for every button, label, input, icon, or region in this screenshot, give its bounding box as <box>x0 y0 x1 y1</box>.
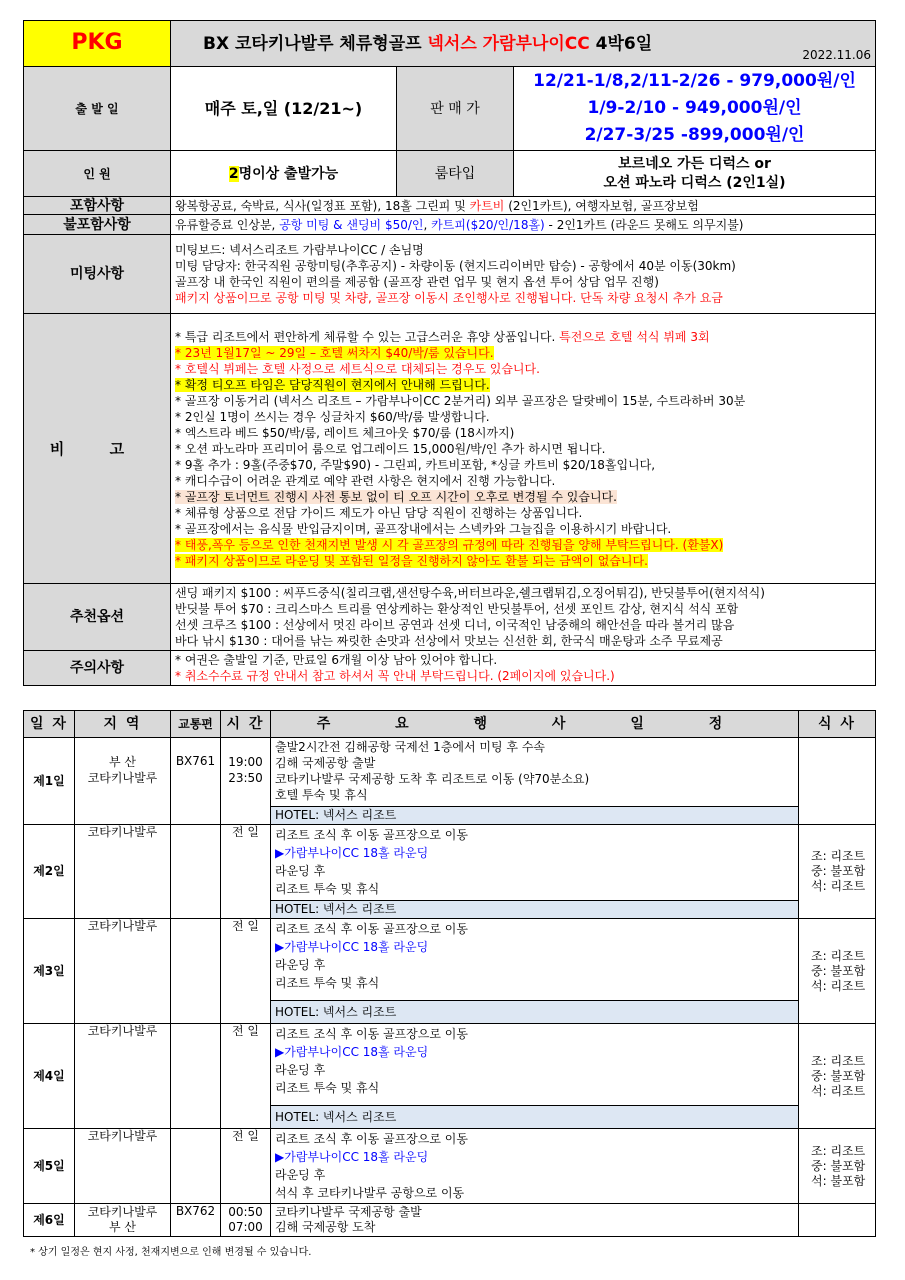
options-label: 추천옵션 <box>24 584 171 651</box>
golf-round: ▶가람부나이CC 18홀 라운딩 <box>275 1045 429 1059</box>
caution-line: * 취소수수료 규정 안내서 참고 하셔서 꼭 안내 부탁드립니다. (2페이지에 있습니다.) <box>175 669 615 683</box>
col-day: 일 자 <box>24 711 75 738</box>
remark-line: * 태풍,폭우 등으로 인한 천재지변 발생 시 각 골프장의 규정에 따라 진행됨을 양해 부탁드립니다. (환불X) <box>175 537 724 552</box>
caution-list <box>171 651 876 686</box>
golf-round: ▶가람부나이CC 18홀 라운딩 <box>275 1150 429 1164</box>
itinerary-row-day3 <box>24 919 876 1024</box>
itinerary-row-day4 <box>24 1024 876 1129</box>
col-transport: 교통편 <box>171 711 221 738</box>
day-label: 제1일 <box>24 738 75 825</box>
time: 전 일 <box>221 1129 271 1204</box>
remark-line: * 2인실 1명이 쓰시는 경우 싱글차지 $60/박/룸 발생합니다. <box>175 409 490 424</box>
meeting-details <box>171 235 876 314</box>
remark-line: * 오션 파노라마 프리미어 룸으로 업그레이드 15,000원/박/인 추가 하시면 됩니다. <box>175 441 606 456</box>
excluded-label: 불포함사항 <box>24 215 171 235</box>
remark-line: * 캐디수급이 어려운 관계로 예약 관련 사항은 현지에서 진행 가능합니다. <box>175 473 556 488</box>
meals <box>799 738 876 825</box>
pkg-badge: PKG <box>24 21 171 67</box>
itinerary-table <box>23 710 876 1237</box>
region: 코타키나발루 <box>75 1129 171 1204</box>
activities: 출발2시간전 김해공항 국제선 1층에서 미팅 후 수속 김해 국제공항 출발 코타키나발루 국제공항 도착 후 리조트로 이동 (약70분소요) 호텔 투숙 및 휴식 HOTEL: 넥서스 리조트 <box>271 738 799 825</box>
transport: BX762 <box>171 1204 221 1237</box>
meeting-line: 미팅 담당자: 한국직원 공항미팅(추후공지) - 차량이동 (현지드리이버만 탑승) - 공항에서 40분 이동(30km) <box>175 259 736 273</box>
price-line: 12/21-1/8,2/11-2/26 - 979,000원/인 <box>533 71 856 91</box>
departure-value: 매주 토,일 (12/21~) <box>171 67 397 151</box>
region: 코타키나발루 <box>75 919 171 1024</box>
remark-line: * 골프장에서는 음식물 반입금지이며, 골프장내에서는 스넥카와 그늘집을 이용하시기 바랍니다. <box>175 521 672 536</box>
region: 코타키나발루 <box>75 1024 171 1129</box>
activities: 리조트 조식 후 이동 골프장으로 이동 ▶가람부나이CC 18홀 라운딩 라운딩 후 리조트 투숙 및 휴식 HOTEL: 넥서스 리조트 <box>271 825 799 919</box>
region: 코타키나발루 부 산 <box>75 1204 171 1237</box>
remark-line: * 특급 리조트에서 편안하게 체류할 수 있는 고급스러운 휴양 상품입니다. 특전으로 호텔 석식 뷔페 3회 <box>175 329 710 344</box>
included-value: 왕복항공료, 숙박료, 식사(일정표 포함), 18홀 그린피 및 카트비 (2인1카트), 여행자보험, 골프장보험 <box>171 197 876 215</box>
people-label: 인 원 <box>24 151 171 197</box>
meeting-label: 미팅사항 <box>24 235 171 314</box>
room-type-label: 룸타입 <box>397 151 514 197</box>
remark-line: * 패키지 상품이므로 라운딩 및 포함된 일정을 진행하지 않아도 환불 되는 금액이 없습니다. <box>175 553 648 568</box>
package-info-table <box>23 20 876 686</box>
option-line: 선셋 크루즈 $100 : 선상에서 멋진 라이브 공연과 선셋 디너, 이국적인 남중해의 해안선을 따라 볼거리 많음 <box>175 618 735 632</box>
meals <box>799 1204 876 1237</box>
page-title <box>171 21 876 67</box>
price-label: 판 매 가 <box>397 67 514 151</box>
transport <box>171 1024 221 1129</box>
remarks-list <box>171 314 876 584</box>
departure-label: 출 발 일 <box>24 67 171 151</box>
day-label: 제4일 <box>24 1024 75 1129</box>
col-time: 시 간 <box>221 711 271 738</box>
hotel-info: HOTEL: 넥서스 리조트 <box>271 1105 798 1128</box>
meals: 조: 리조트 중: 불포함 석: 리조트 <box>799 919 876 1024</box>
remark-line: * 골프장 이동거리 (넥서스 리조트 – 가람부나이CC 2분거리) 외부 골프장은 달랏베이 15분, 수트라하버 30분 <box>175 393 746 408</box>
itinerary-row-day2 <box>24 825 876 919</box>
itinerary-header <box>24 711 876 738</box>
meeting-line: 미팅보드: 넥서스리조트 가람부나이CC / 손님명 <box>175 243 424 257</box>
title-text-3: 4박6일 <box>589 33 653 54</box>
transport <box>171 1129 221 1204</box>
remark-line: * 호텔식 뷔페는 호텔 사정으로 세트식으로 대체되는 경우도 있습니다. <box>175 361 540 376</box>
option-line: 샌딩 패키지 $100 : 씨푸드중식(칠리크랩,샌선탕수육,버터브라운,쉘크랩튀김,오징어튀김), 반딧불투어(현지석식) <box>175 586 765 600</box>
time: 19:00 23:50 <box>221 738 271 825</box>
option-line: 바다 낚시 $130 : 대어를 낚는 짜릿한 손맛과 선상에서 맛보는 신선한 회, 한국식 매운탕과 소주 무료제공 <box>175 634 723 648</box>
hotel-info: HOTEL: 넥서스 리조트 <box>271 1000 798 1023</box>
itinerary-row-day5 <box>24 1129 876 1204</box>
time: 전 일 <box>221 1024 271 1129</box>
hotel-info: HOTEL: 넥서스 리조트 <box>271 900 798 918</box>
col-region: 지 역 <box>75 711 171 738</box>
remark-line: * 확정 티오프 타임은 담당직원이 현지에서 안내해 드립니다. <box>175 377 490 392</box>
room-type-value: 보르네오 가든 디럭스 or 오션 파노라 디럭스 (2인1실) <box>514 151 876 197</box>
itinerary-row-day6 <box>24 1204 876 1237</box>
price-line: 1/9-2/10 - 949,000원/인 <box>587 98 802 118</box>
day-label: 제3일 <box>24 919 75 1024</box>
meeting-line: 골프장 내 한국인 직원이 편의를 제공함 (골프장 관련 업무 및 현지 옵션 투어 상담 업무 진행) <box>175 275 659 289</box>
caution-label: 주의사항 <box>24 651 171 686</box>
remark-line: * 23년 1월17일 ~ 29일 – 호텔 써차지 $40/박/룸 있습니다. <box>175 345 494 360</box>
activities: 리조트 조식 후 이동 골프장으로 이동 ▶가람부나이CC 18홀 라운딩 라운딩 후 리조트 투숙 및 휴식 HOTEL: 넥서스 리조트 <box>271 919 799 1024</box>
included-label: 포함사항 <box>24 197 171 215</box>
option-line: 반딧불 투어 $70 : 크리스마스 트리를 연상케하는 환상적인 반딧불투어, 선셋 포인트 감상, 현지식 석식 포함 <box>175 602 739 616</box>
remarks-label: 비 고 <box>24 314 171 584</box>
meals: 조: 리조트 중: 불포함 석: 불포함 <box>799 1129 876 1204</box>
activities: 코타키나발루 국제공항 출발 김해 국제공항 도착 <box>271 1204 799 1237</box>
time: 전 일 <box>221 919 271 1024</box>
transport <box>171 825 221 919</box>
time: 전 일 <box>221 825 271 919</box>
remark-line: * 엑스트라 베드 $50/박/룸, 레이트 체크아웃 $70/룸 (18시까지) <box>175 425 515 440</box>
activities: 리조트 조식 후 이동 골프장으로 이동 ▶가람부나이CC 18홀 라운딩 라운딩 후 리조트 투숙 및 휴식 HOTEL: 넥서스 리조트 <box>271 1024 799 1129</box>
transport <box>171 919 221 1024</box>
region: 코타키나발루 <box>75 825 171 919</box>
activities: 리조트 조식 후 이동 골프장으로 이동 ▶가람부나이CC 18홀 라운딩 라운딩 후 석식 후 코타키나발루 공항으로 이동 <box>271 1129 799 1204</box>
col-meals: 식 사 <box>799 711 876 738</box>
caution-line: * 여권은 출발일 기준, 만료일 6개월 이상 남아 있어야 합니다. <box>175 653 498 667</box>
title-text-1: BX 코타키나발루 체류형골프 <box>203 33 428 54</box>
golf-round: ▶가람부나이CC 18홀 라운딩 <box>275 940 429 954</box>
itinerary-footnote: * 상기 일정은 현지 사정, 천재지변으로 인해 변경될 수 있습니다. <box>30 1247 312 1258</box>
people-value: 2명이상 출발가능 <box>171 151 397 197</box>
hotel-info: HOTEL: 넥서스 리조트 <box>271 806 798 824</box>
col-schedule: 주 요 행 사 일 정 <box>271 711 799 738</box>
price-line: 2/27-3/25 -899,000원/인 <box>584 125 805 145</box>
day-label: 제5일 <box>24 1129 75 1204</box>
transport: BX761 <box>171 738 221 825</box>
title-text-2: 넥서스 가람부나이CC <box>427 33 590 54</box>
time: 00:50 07:00 <box>221 1204 271 1237</box>
excluded-value: 유류할증료 인상분, 공항 미팅 & 샌딩비 $50/인, 카트피($20/인/18홀) - 2인1카트 (라운드 못해도 의무지불) <box>171 215 876 235</box>
document-date: 2022.11.06 <box>802 48 872 62</box>
remark-line: * 9홀 추가 : 9홀(주중$70, 주말$90) - 그린피, 카트비포함, *싱글 카트비 $20/18홀입니다, <box>175 457 656 472</box>
day-label: 제2일 <box>24 825 75 919</box>
region: 부 산 코타키나발루 <box>75 738 171 825</box>
remark-line: * 골프장 토너먼트 진행시 사전 통보 없이 티 오프 시간이 오후로 변경될 수 있습니다. <box>175 489 617 504</box>
meeting-notice: 패키지 상품이므로 공항 미팅 및 차량, 골프장 이동시 조인행사로 진행됩니다. 단독 차량 요청시 추가 요금 <box>175 291 723 305</box>
remark-line: * 체류형 상품으로 전담 가이드 제도가 아닌 담당 직원이 진행하는 상품입니다. <box>175 505 583 520</box>
golf-round: ▶가람부나이CC 18홀 라운딩 <box>275 846 429 860</box>
price-list <box>514 67 876 151</box>
options-list <box>171 584 876 651</box>
day-label: 제6일 <box>24 1204 75 1237</box>
meals: 조: 리조트 중: 불포함 석: 리조트 <box>799 1024 876 1129</box>
itinerary-row-day1 <box>24 738 876 825</box>
meals: 조: 리조트 중: 불포함 석: 리조트 <box>799 825 876 919</box>
